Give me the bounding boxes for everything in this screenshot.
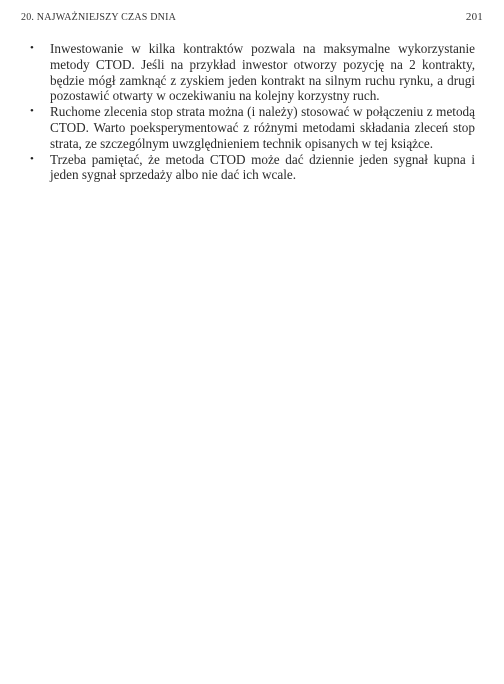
bullet-marker: •	[30, 152, 34, 165]
list-item-text: Ruchome zlecenia stop strata można (i należy) stosować w połączeniu z metodą CTOD. Warto poeksperymentować z różnymi metodami składania zleceń stop strata, ze szczególnym uwzględnieniem technik opisanych w tej książce.	[50, 104, 475, 151]
bullet-list	[30, 41, 475, 183]
list-item	[30, 104, 475, 151]
body-text	[30, 41, 475, 183]
running-title: 20. NAJWAŻNIEJSZY CZAS DNIA	[21, 12, 177, 23]
list-item	[30, 152, 475, 184]
bullet-marker: •	[30, 105, 34, 118]
page-number: 201	[465, 11, 483, 23]
list-item-text: Trzeba pamiętać, że metoda CTOD może dać dziennie jeden sygnał kupna i jeden sygnał sprzedaży albo nie dać ich wcale.	[50, 151, 475, 183]
list-item-text: Inwestowanie w kilka kontraktów pozwala na maksymalne wykorzystanie metody CTOD. Jeśli na przykład inwestor otworzy pozycję na 2 kontrakty, będzie mógł zamknąć z zyskiem jeden kontrakt na silnym ruchu rynku, a drugi pozostawić otwarty w oczekiwaniu na kolejny korzystny ruch.	[50, 41, 475, 104]
bullet-marker: •	[30, 42, 34, 54]
list-item	[30, 41, 475, 104]
running-head	[21, 11, 483, 27]
